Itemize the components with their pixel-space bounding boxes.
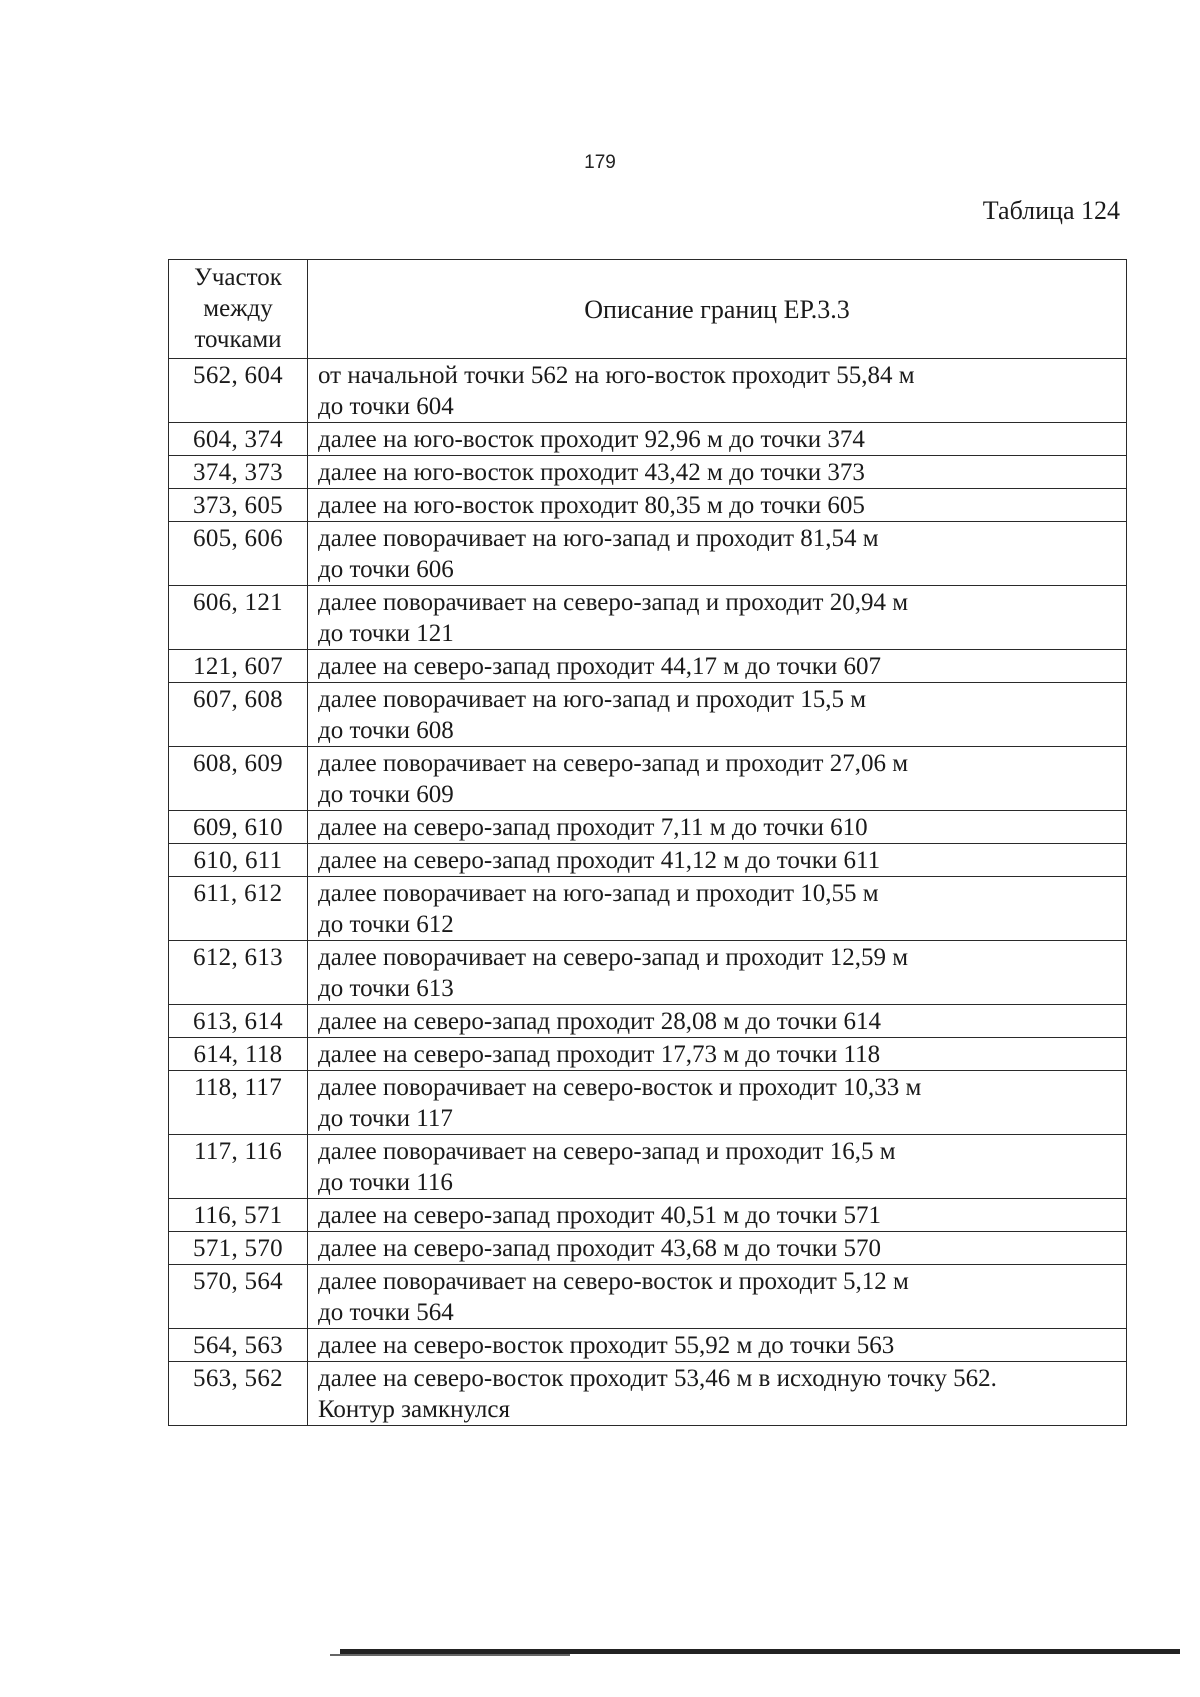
boundary-description-cell <box>308 1005 1127 1038</box>
description-line: до точки 606 <box>318 556 454 583</box>
table-row <box>169 423 1127 456</box>
description-line: далее на северо-запад проходит 43,68 м до точки 570 <box>318 1235 882 1262</box>
table-row <box>169 811 1127 844</box>
segment-points-cell: 571, 570 <box>169 1232 308 1265</box>
table-row <box>169 1071 1127 1135</box>
boundary-description-cell <box>308 877 1127 941</box>
table-row <box>169 650 1127 683</box>
description-line: Контур замкнулся <box>318 1396 510 1423</box>
segment-points-cell: 606, 121 <box>169 586 308 650</box>
boundary-description-cell <box>308 1071 1127 1135</box>
description-line: до точки 613 <box>318 975 454 1002</box>
boundary-description-cell <box>308 359 1127 423</box>
table-row <box>169 1329 1127 1362</box>
boundary-description-cell <box>308 747 1127 811</box>
segment-points-cell: 570, 564 <box>169 1265 308 1329</box>
table-header <box>169 260 1127 359</box>
boundary-description-table <box>168 259 1127 1426</box>
description-line: далее на северо-запад проходит 17,73 м до точки 118 <box>318 1041 881 1068</box>
header-segment-line: Участок <box>194 264 282 291</box>
boundary-description-cell <box>308 1135 1127 1199</box>
description-line: до точки 564 <box>318 1299 454 1326</box>
header-segment-line: точками <box>194 326 282 353</box>
header-segment-line: между <box>203 295 273 322</box>
segment-points-cell: 604, 374 <box>169 423 308 456</box>
description-line: до точки 609 <box>318 781 454 808</box>
description-line: далее поворачивает на северо-восток и проходит 10,33 м <box>318 1074 922 1101</box>
segment-points-cell: 374, 373 <box>169 456 308 489</box>
boundary-description-cell <box>308 941 1127 1005</box>
boundary-description-cell <box>308 1329 1127 1362</box>
header-boundary-description: Описание границ ЕР.3.3 <box>308 260 1127 359</box>
segment-points-cell: 609, 610 <box>169 811 308 844</box>
description-line: далее на северо-запад проходит 28,08 м до точки 614 <box>318 1008 882 1035</box>
description-line: далее на юго-восток проходит 43,42 м до точки 373 <box>318 459 865 486</box>
boundary-description-cell <box>308 522 1127 586</box>
table-row <box>169 877 1127 941</box>
table-row <box>169 1265 1127 1329</box>
description-line: от начальной точки 562 на юго-восток проходит 55,84 м <box>318 362 915 389</box>
boundary-description-cell <box>308 1199 1127 1232</box>
description-line: далее на северо-восток проходит 55,92 м до точки 563 <box>318 1332 895 1359</box>
boundary-description-cell <box>308 844 1127 877</box>
segment-points-cell: 373, 605 <box>169 489 308 522</box>
segment-points-cell: 121, 607 <box>169 650 308 683</box>
segment-points-cell: 613, 614 <box>169 1005 308 1038</box>
description-line: до точки 116 <box>318 1169 453 1196</box>
table-row <box>169 844 1127 877</box>
header-segment-between-points <box>169 260 308 359</box>
description-line: далее на юго-восток проходит 80,35 м до точки 605 <box>318 492 865 519</box>
description-line: далее на северо-запад проходит 7,11 м до точки 610 <box>318 814 868 841</box>
table-row <box>169 1232 1127 1265</box>
table-row <box>169 1135 1127 1199</box>
description-line: далее на северо-запад проходит 41,12 м до точки 611 <box>318 847 881 874</box>
table-row <box>169 683 1127 747</box>
description-line: далее поворачивает на северо-запад и проходит 16,5 м <box>318 1138 896 1165</box>
segment-points-cell: 608, 609 <box>169 747 308 811</box>
description-line: до точки 117 <box>318 1105 453 1132</box>
boundary-description-cell <box>308 456 1127 489</box>
boundary-description-cell <box>308 423 1127 456</box>
description-line: далее поворачивает на северо-запад и проходит 12,59 м <box>318 944 909 971</box>
description-line: далее поворачивает на северо-запад и проходит 20,94 м <box>318 589 909 616</box>
segment-points-cell: 612, 613 <box>169 941 308 1005</box>
segment-points-cell: 564, 563 <box>169 1329 308 1362</box>
boundary-description-cell <box>308 1038 1127 1071</box>
table-row <box>169 1362 1127 1426</box>
table-row <box>169 747 1127 811</box>
segment-points-cell: 117, 116 <box>169 1135 308 1199</box>
description-line: до точки 604 <box>318 393 454 420</box>
description-line: далее поворачивает на юго-запад и проходит 15,5 м <box>318 686 867 713</box>
boundary-description-cell <box>308 811 1127 844</box>
page-number: 179 <box>584 152 616 173</box>
table-row <box>169 456 1127 489</box>
description-line: далее на северо-запад проходит 44,17 м до точки 607 <box>318 653 882 680</box>
table-caption: Таблица 124 <box>982 196 1120 225</box>
boundary-description-cell <box>308 1265 1127 1329</box>
bottom-scan-rule-thin <box>330 1654 570 1656</box>
table-row <box>169 1199 1127 1232</box>
description-line: далее поворачивает на юго-запад и проходит 10,55 м <box>318 880 879 907</box>
header-row <box>169 260 1127 359</box>
segment-points-cell: 614, 118 <box>169 1038 308 1071</box>
boundary-description-cell <box>308 586 1127 650</box>
table-row <box>169 359 1127 423</box>
segment-points-cell: 116, 571 <box>169 1199 308 1232</box>
description-line: далее поворачивает на юго-запад и проходит 81,54 м <box>318 525 879 552</box>
segment-points-cell: 607, 608 <box>169 683 308 747</box>
table-row <box>169 1038 1127 1071</box>
boundary-description-cell <box>308 650 1127 683</box>
boundary-description-cell <box>308 683 1127 747</box>
description-line: до точки 612 <box>318 911 454 938</box>
table-row <box>169 489 1127 522</box>
boundary-description-cell <box>308 1232 1127 1265</box>
description-line: далее на северо-запад проходит 40,51 м до точки 571 <box>318 1202 882 1229</box>
description-line: до точки 121 <box>318 620 454 647</box>
table-row <box>169 941 1127 1005</box>
segment-points-cell: 611, 612 <box>169 877 308 941</box>
segment-points-cell: 563, 562 <box>169 1362 308 1426</box>
description-line: далее на юго-восток проходит 92,96 м до точки 374 <box>318 426 865 453</box>
segment-points-cell: 605, 606 <box>169 522 308 586</box>
boundary-description-cell <box>308 489 1127 522</box>
table-row <box>169 1005 1127 1038</box>
segment-points-cell: 610, 611 <box>169 844 308 877</box>
description-line: далее поворачивает на северо-запад и проходит 27,06 м <box>318 750 909 777</box>
description-line: далее поворачивает на северо-восток и проходит 5,12 м <box>318 1268 909 1295</box>
table-body <box>169 359 1127 1426</box>
segment-points-cell: 118, 117 <box>169 1071 308 1135</box>
description-line: далее на северо-восток проходит 53,46 м в исходную точку 562. <box>318 1365 997 1392</box>
description-line: до точки 608 <box>318 717 454 744</box>
segment-points-cell: 562, 604 <box>169 359 308 423</box>
table-row <box>169 522 1127 586</box>
boundary-description-cell <box>308 1362 1127 1426</box>
table-row <box>169 586 1127 650</box>
